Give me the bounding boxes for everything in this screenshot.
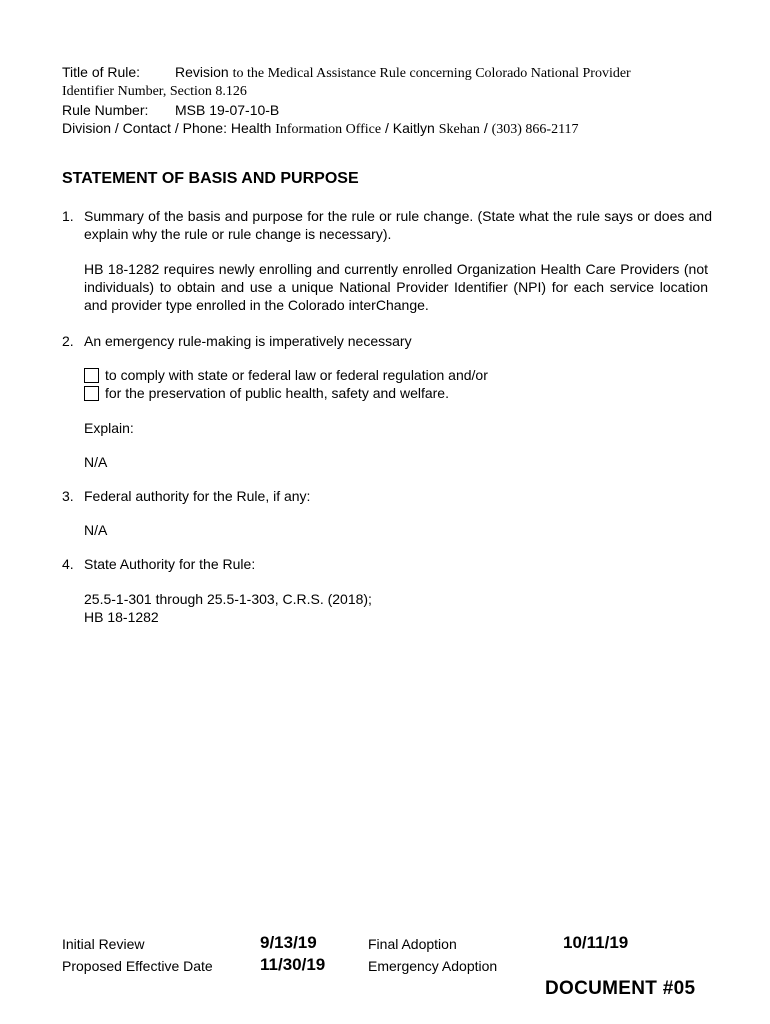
final-adoption-label: Final Adoption xyxy=(368,936,457,952)
contact-phone: (303) 866-2117 xyxy=(491,122,579,137)
title-text: to the Medical Assistance Rule concerning Colorado National Provider xyxy=(232,66,631,81)
item-1 xyxy=(62,207,712,243)
check-row-welfare xyxy=(84,384,708,402)
item-3 xyxy=(62,487,712,505)
proposed-effective-label: Proposed Effective Date xyxy=(62,958,213,974)
explain-label: Explain: xyxy=(84,420,134,436)
public-welfare-checkbox[interactable] xyxy=(84,386,99,401)
initial-review-label: Initial Review xyxy=(62,936,145,952)
title-label: Title of Rule: xyxy=(62,64,141,80)
contact-last: Skehan xyxy=(438,122,480,137)
item-4-text: State Authority for the Rule: xyxy=(84,556,256,572)
final-adoption-date: 10/11/19 xyxy=(563,933,629,952)
section-heading: STATEMENT OF BASIS AND PURPOSE xyxy=(62,170,359,187)
rule-number-value: MSB 19-07-10-B xyxy=(175,102,280,118)
item-2 xyxy=(62,332,712,350)
emergency-adoption-label: Emergency Adoption xyxy=(368,958,498,974)
contact-first: Kaitlyn xyxy=(392,120,435,136)
item-3-number: 3. xyxy=(62,488,74,504)
state-authority-line-1: 25.5-1-301 through 25.5-1-303, C.R.S. (2018); xyxy=(84,591,372,607)
public-welfare-label: for the preservation of public health, safety and welfare. xyxy=(105,385,449,401)
title-line-2: Identifier Number, Section 8.126 xyxy=(62,84,247,99)
rule-header xyxy=(62,63,722,139)
document-number: DOCUMENT #05 xyxy=(545,978,696,999)
slash-1: / xyxy=(385,120,389,136)
slash-2: / xyxy=(483,120,488,136)
division-row xyxy=(62,119,722,139)
emergency-checklist xyxy=(84,366,708,402)
comply-law-label: to comply with state or federal law or federal regulation and/or xyxy=(105,367,488,383)
division-label: Division / Contact / Phone: xyxy=(62,120,227,136)
division-value-a: Health xyxy=(230,120,272,136)
proposed-effective-date: 11/30/19 xyxy=(260,955,326,974)
check-row-law xyxy=(84,366,708,384)
item-1-answer: HB 18-1282 requires newly enrolling and currently enrolled Organization Health Care Providers (not individuals) to obtain and use a unique National Provider Identifier (NPI) for each service location and provider type enrolled in the Colorado interChange. xyxy=(84,261,708,313)
item-4-answer xyxy=(84,590,708,626)
division-value-b: Information Office xyxy=(275,122,382,137)
item-2-text: An emergency rule-making is imperatively necessary xyxy=(84,333,412,349)
item-1-number: 1. xyxy=(62,208,74,224)
rule-number-row xyxy=(62,101,722,119)
rule-number-label: Rule Number: xyxy=(62,102,149,118)
title-row xyxy=(62,63,722,83)
initial-review-date: 9/13/19 xyxy=(260,933,317,952)
item-1-text: Summary of the basis and purpose for the rule or rule change. (State what the rule says or does and explain why the rule or rule change is necessary). xyxy=(84,208,712,242)
item-3-answer: N/A xyxy=(84,522,108,538)
item-2-answer: N/A xyxy=(84,454,108,470)
state-authority-line-2: HB 18-1282 xyxy=(84,609,159,625)
item-2-number: 2. xyxy=(62,333,74,349)
item-4-number: 4. xyxy=(62,556,74,572)
item-4 xyxy=(62,555,712,573)
comply-law-checkbox[interactable] xyxy=(84,368,99,383)
title-word: Revision xyxy=(175,64,229,80)
item-3-text: Federal authority for the Rule, if any: xyxy=(84,488,311,504)
